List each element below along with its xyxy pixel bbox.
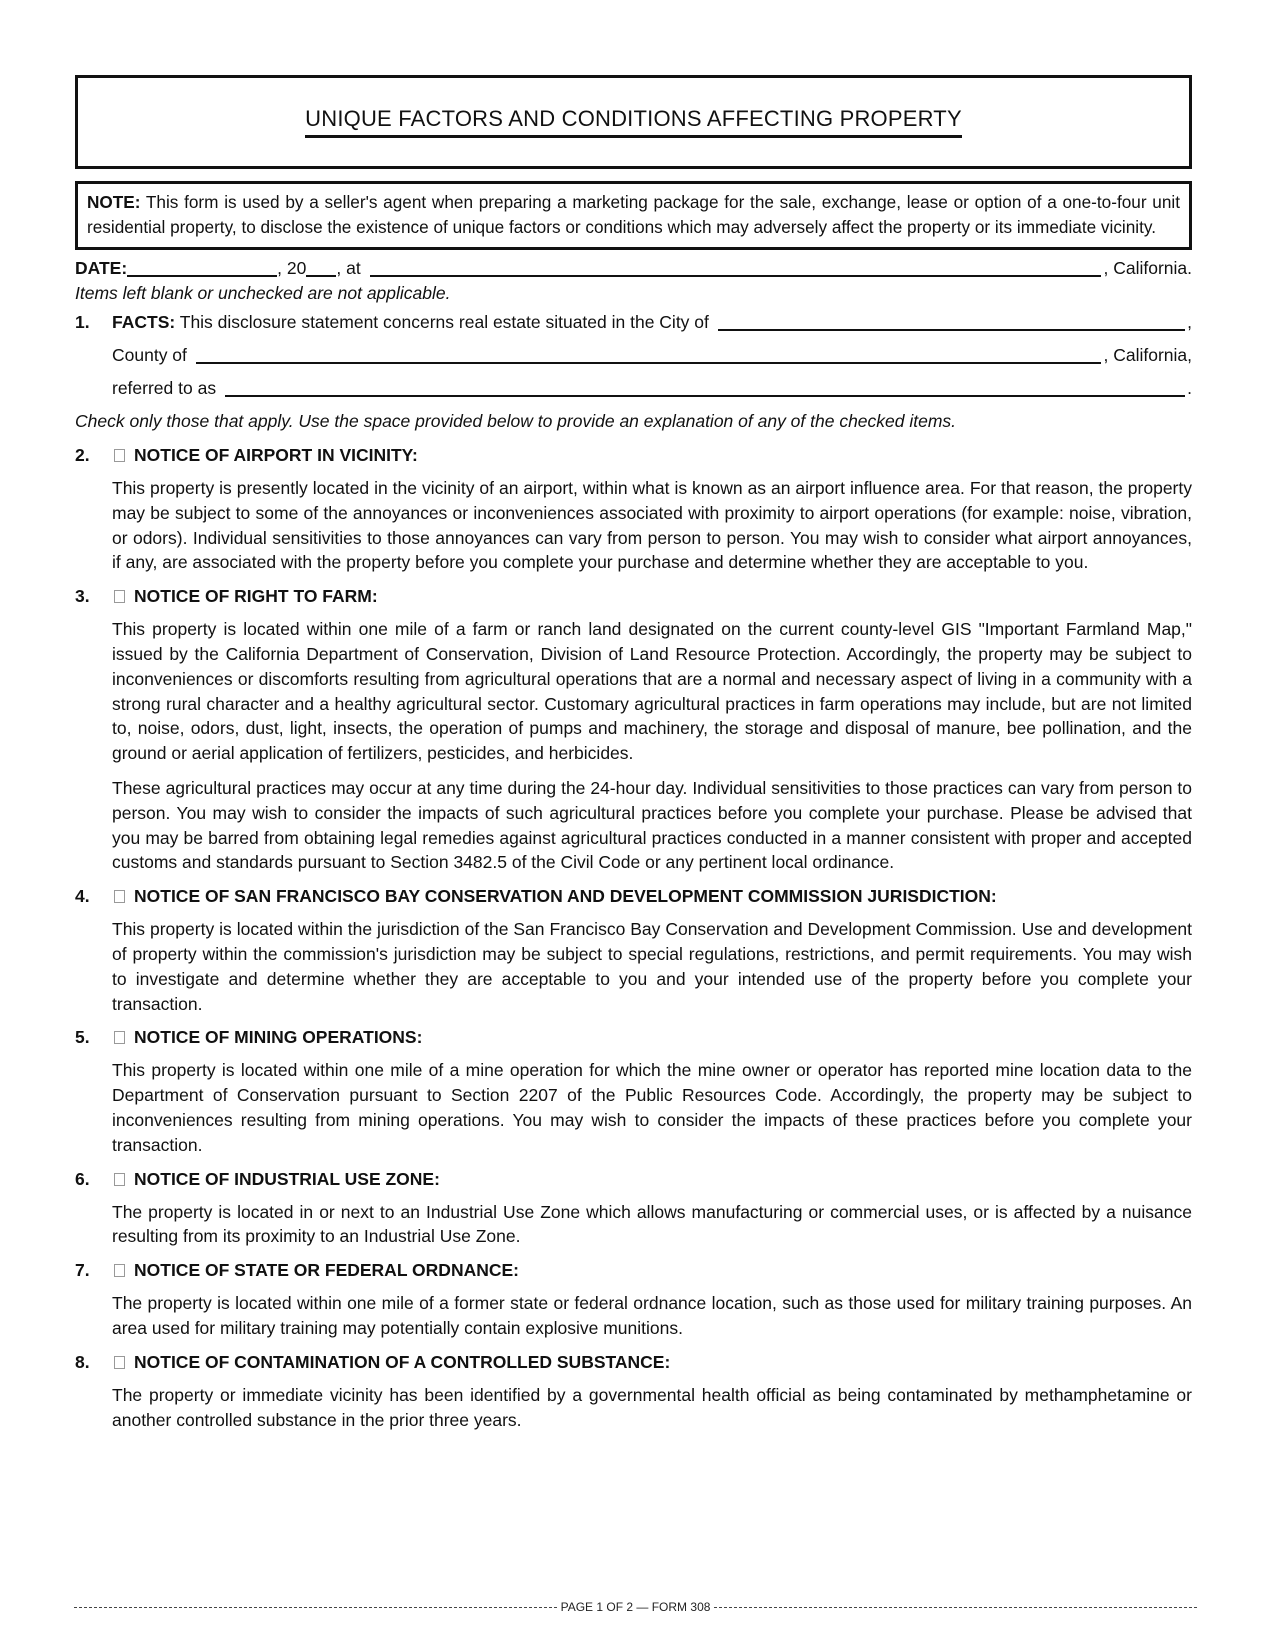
section-right-to-farm [75, 584, 1192, 875]
section-industrial [75, 1167, 1192, 1250]
document-title: UNIQUE FACTORS AND CONDITIONS AFFECTING PROPERTY [305, 106, 962, 138]
right-to-farm-checkbox[interactable] [114, 590, 125, 603]
referred-suffix: . [1187, 378, 1192, 398]
referred-label: referred to as [112, 378, 221, 398]
mining-checkbox[interactable] [114, 1031, 125, 1044]
section-number: 6. [75, 1168, 90, 1189]
section-paragraph: This property is located within one mile of a mine operation for which the mine owner or operator has reported mine location data to the Department of Conservation pursuant to Section 2207 of the Public Resources Code. Accordingly, the property may be subject to inconveniences resulting from mining operations. You may wish to consider the impacts of these practices before you complete your transaction. [112, 1060, 1192, 1155]
airport-checkbox[interactable] [114, 449, 125, 462]
year-field[interactable] [306, 257, 336, 277]
facts-label: FACTS: [112, 312, 176, 332]
section-bay-commission [75, 884, 1192, 1016]
section-paragraph: This property is presently located in the vicinity of an airport, within what is known as an airport influence area. For that reason, the property may be subject to some of the annoyances or inconveniences associated with proximity to airport operations (for example: noise, vibration, or odors). Individual sensitivities to those annoyances can vary from person to person. You may wish to consider what airport annoyances, if any, are associated with the property before you complete your purchase and determine whether they are acceptable to you. [112, 478, 1192, 573]
bay-commission-checkbox[interactable] [114, 890, 125, 903]
note-text: This form is used by a seller's agent when preparing a marketing package for the sale, exchange, lease or option of a one-to-four unit residential property, to disclose the existence of unique factors or conditions which may adversely affect the property or its immediate vicinity. [87, 192, 1180, 237]
referred-field[interactable] [225, 377, 1185, 397]
section-number: 2. [75, 445, 90, 465]
section-title: NOTICE OF STATE OR FEDERAL ORDNANCE: [134, 1260, 519, 1281]
note-box [75, 181, 1192, 250]
section-heading [75, 1258, 1192, 1283]
section-title: NOTICE OF MINING OPERATIONS: [134, 1027, 423, 1048]
note-label: NOTE: [87, 192, 141, 212]
date-row [75, 256, 1192, 281]
section-paragraph: The property is located within one mile of a former state or federal ordnance location, such as those used for military training purposes. An area used for military training may potentially contain explosive munitions. [112, 1293, 1192, 1338]
at-label: , at [336, 258, 366, 278]
check-instruction: Check only those that apply. Use the space provided below to provide an explanation of any of the checked items. [75, 411, 957, 431]
footer-divider-left [74, 1607, 557, 1608]
section-number: 8. [75, 1351, 90, 1372]
california-suffix: , California. [1103, 258, 1192, 278]
document-page [75, 75, 1192, 1432]
city-suffix: , [1187, 312, 1192, 332]
date-field[interactable] [127, 257, 277, 277]
facts-row [75, 310, 1192, 335]
city-field[interactable] [718, 311, 1185, 331]
section-heading [75, 1350, 1192, 1375]
section-paragraph: These agricultural practices may occur at any time during the 24-hour day. Individual sensitivities to those practices can vary from person to person. You may wish to consider the impacts of such agricultural practices before you complete your purchase. Please be advised that you may be barred from obtaining legal remedies against agricultural practices conducted in a manner consistent with proper and accepted customs and standards pursuant to Section 3482.5 of the Civil Code or any pertinent local ordinance. [112, 777, 1192, 873]
section-title: NOTICE OF SAN FRANCISCO BAY CONSERVATION AND DEVELOPMENT COMMISSION JURISDICTION: [134, 886, 997, 907]
section-paragraph: This property is located within the jurisdiction of the San Francisco Bay Conservation and Development Commission. Use and development of property within the commission's jurisdiction may be subject to special regulations, restrictions, and permit requirements. You may wish to investigate and determine whether they are acceptable to you and your intended use of the property before you complete your transaction. [112, 919, 1192, 1014]
section-heading [75, 443, 1192, 468]
section-number: 3. [75, 586, 90, 607]
section-title: NOTICE OF RIGHT TO FARM: [134, 586, 378, 607]
county-row [75, 343, 1192, 368]
county-label: County of [112, 345, 192, 365]
contamination-checkbox[interactable] [114, 1356, 125, 1369]
section-airport [75, 443, 1192, 575]
title-box [75, 75, 1192, 169]
year-prefix: , 20 [277, 258, 307, 278]
blank-note: Items left blank or unchecked are not applicable. [75, 283, 451, 303]
section-mining [75, 1025, 1192, 1157]
date-label: DATE: [75, 258, 128, 278]
footer-page-label: PAGE 1 OF 2 — FORM 308 [560, 1600, 711, 1614]
section-number: 5. [75, 1027, 90, 1048]
referred-row [75, 376, 1192, 401]
section-title: NOTICE OF CONTAMINATION OF A CONTROLLED SUBSTANCE: [134, 1351, 671, 1372]
section-heading [75, 884, 1192, 909]
facts-text: This disclosure statement concerns real estate situated in the City of [175, 312, 714, 332]
section-title: NOTICE OF AIRPORT IN VICINITY: [134, 445, 418, 465]
section-number: 7. [75, 1260, 90, 1281]
section-number: 4. [75, 886, 90, 907]
section-heading [75, 584, 1192, 609]
section-ordnance [75, 1258, 1192, 1341]
industrial-checkbox[interactable] [114, 1173, 125, 1186]
facts-number: 1. [75, 312, 90, 332]
page-footer [74, 1600, 1197, 1614]
location-field[interactable] [370, 257, 1102, 277]
section-paragraph: This property is located within one mile of a farm or ranch land designated on the current county-level GIS "Important Farmland Map," issued by the California Department of Conservation, Division of Land Resource Protection. Accordingly, the property may be subject to inconveniences or discomforts resulting from agricultural operations that are a normal and necessary aspect of living in a community with a strong rural character and a healthy agricultural sector. Customary agricultural practices in farm operations may include, but are not limited to, noise, odors, dust, light, insects, the operation of pumps and machinery, the storage and disposal of manure, bee pollination, and the ground or aerial application of fertilizers, pesticides, and herbicides. [112, 619, 1192, 764]
ordnance-checkbox[interactable] [114, 1264, 125, 1277]
county-field[interactable] [196, 344, 1102, 364]
footer-divider-right [714, 1607, 1197, 1608]
section-heading [75, 1167, 1192, 1192]
section-paragraph: The property or immediate vicinity has been identified by a governmental health official as being contaminated by methamphetamine or another controlled substance in the prior three years. [112, 1384, 1192, 1430]
section-paragraph: The property is located in or next to an Industrial Use Zone which allows manufacturing or commercial uses, or is affected by a nuisance resulting from its proximity to an Industrial Use Zone. [112, 1201, 1192, 1247]
county-suffix: , California, [1103, 345, 1192, 365]
section-heading [75, 1025, 1192, 1050]
section-title: NOTICE OF INDUSTRIAL USE ZONE: [134, 1168, 440, 1189]
section-contamination [75, 1350, 1192, 1433]
